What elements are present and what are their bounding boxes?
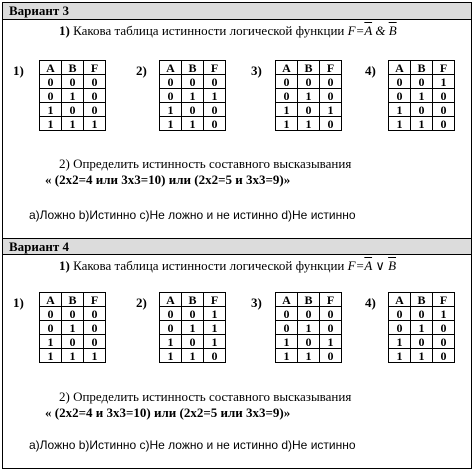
variant-4-question-1 — [59, 258, 396, 273]
q1-number: 1) — [59, 258, 70, 273]
truth-table-v3-3: A B F 0 0 0 0 1 0 1 0 1 1 1 0 — [275, 60, 342, 131]
option-label-1: 1) — [13, 63, 24, 78]
variant-3-title: Вариант 3 — [9, 3, 70, 18]
truth-table-v3-1: A B F 0 0 0 0 1 0 1 0 0 1 1 1 — [39, 60, 106, 131]
option-label-4: 4) — [365, 63, 376, 78]
variant-3-answers: a)Ложно b)Истинно c)Не ложно и не истинно d)Не истинно — [29, 208, 356, 222]
variant-4-header — [3, 238, 471, 255]
truth-table-v4-2: A B F 0 0 1 0 1 1 1 0 1 1 1 0 — [159, 292, 226, 363]
option-label-1: 1) — [13, 295, 24, 310]
q1-number: 1) — [59, 23, 70, 38]
q1-text: Какова таблица истинности логической функции — [73, 23, 345, 38]
q2-statement: « (2х2=4 или 3х3=10) или (2х2=5 и 3х3=9)» — [45, 172, 291, 187]
option-label-3: 3) — [251, 63, 262, 78]
option-label-3: 3) — [251, 295, 262, 310]
truth-table-v3-4: A B F 0 0 1 0 1 0 1 0 0 1 1 0 — [388, 60, 455, 131]
truth-table-v4-1: A B F 0 0 0 0 1 0 1 0 0 1 1 1 — [39, 292, 106, 363]
variant-3-question-2 — [45, 156, 352, 188]
q2-prompt: 2) Определить истинность составного высказывания — [59, 389, 352, 404]
variant-3-header — [3, 3, 471, 20]
variant-4-question-2 — [45, 389, 352, 421]
q2-statement: « (2х2=4 и 3х3=10) или (2х2=5 или 3х3=9)» — [45, 405, 291, 420]
formula: $F=\overline{A}$ & $\overline{B}$ — [347, 23, 397, 38]
variant-4-answers: a)Ложно b)Истинно c)Не ложно и не истинно d)Не истинно — [29, 438, 356, 452]
variant-4-title: Вариант 4 — [9, 239, 70, 254]
q2-prompt: 2) Определить истинность составного высказывания — [59, 156, 352, 171]
q1-text: Какова таблица истинности логической функции — [73, 258, 345, 273]
truth-table-v3-2: A B F 0 0 0 0 1 1 1 0 0 1 1 0 — [159, 60, 226, 131]
truth-table-v4-4: A B F 0 0 1 0 1 0 1 0 0 1 1 0 — [388, 292, 455, 363]
worksheet-frame — [2, 2, 472, 469]
formula: $F=\overline{A}$ ∨ $\overline{B}$ — [347, 258, 397, 273]
option-label-4: 4) — [365, 295, 376, 310]
option-label-2: 2) — [136, 295, 147, 310]
truth-table-v4-3: A B F 0 0 0 0 1 0 1 0 1 1 1 0 — [275, 292, 342, 363]
variant-3-question-1 — [59, 23, 397, 38]
option-label-2: 2) — [136, 63, 147, 78]
